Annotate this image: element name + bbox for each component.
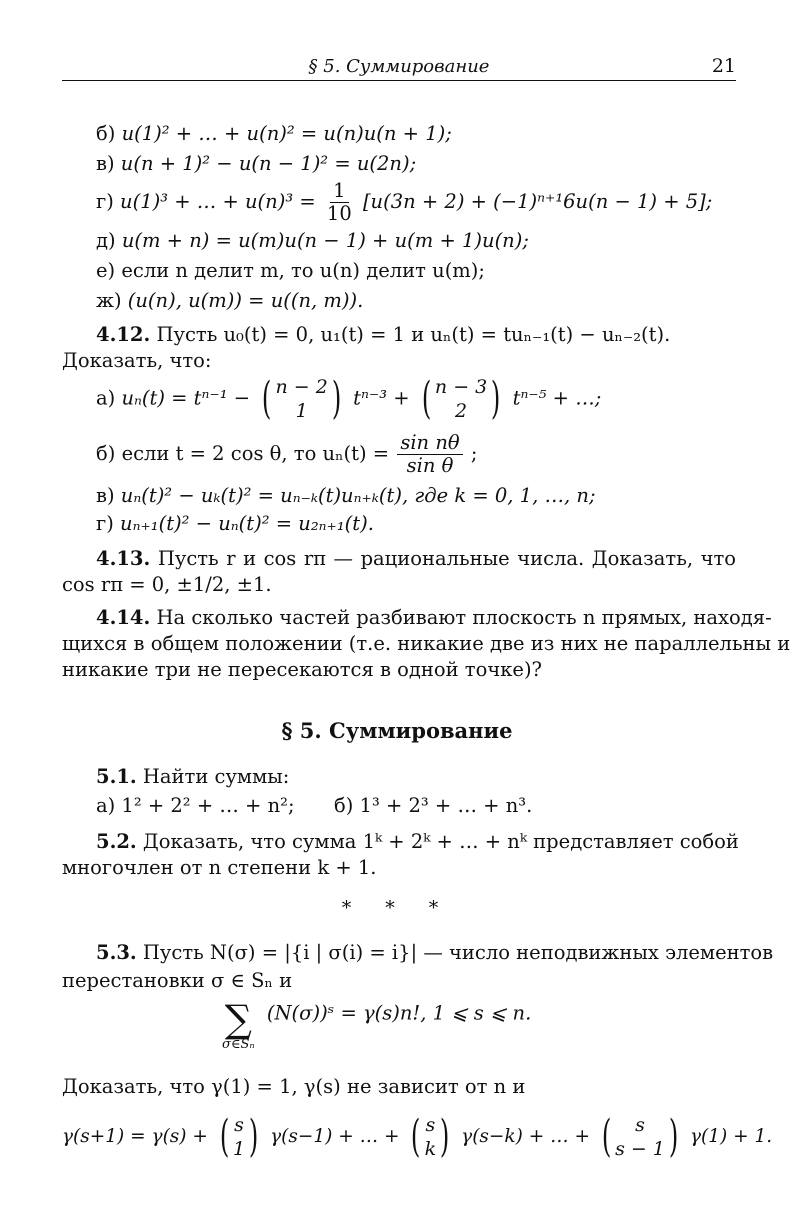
- problem-5-1-item-b: б) 1³ + 2³ + … + n³.: [334, 794, 533, 817]
- item-4-11-zh: [96, 288, 363, 314]
- item-4-11-g: [96, 180, 712, 225]
- problem-text: Найти суммы:: [142, 765, 290, 788]
- formula-lhs: u(1)³ + … + u(n)³ =: [120, 190, 316, 213]
- problem-text: Пусть N(σ) = |{i | σ(i) = i}| — число неподвижных элементов: [142, 941, 774, 964]
- item-4-12-b: [96, 432, 477, 477]
- formula: u(m + n) = u(m)u(n − 1) + u(m + 1)u(n);: [121, 229, 529, 252]
- formula-lhs: uₙ(t) = tⁿ⁻¹ −: [121, 386, 251, 410]
- fraction-numerator: 1: [330, 180, 348, 203]
- problem-text: Пусть r и cos rπ — рациональные числа. Доказать, что: [157, 547, 737, 570]
- problem-number: 4.13.: [96, 547, 151, 570]
- header-title: § 5. Суммирование: [308, 56, 490, 77]
- item-4-12-a: [96, 375, 601, 423]
- binomial-bottom: k: [424, 1138, 437, 1160]
- item-4-11-b: [96, 121, 452, 147]
- item-4-11-d: [96, 228, 529, 254]
- item-label: в): [96, 484, 115, 507]
- problem-number: 4.12.: [96, 323, 151, 346]
- item-label: ж): [96, 289, 122, 312]
- item-4-11-v: [96, 151, 416, 177]
- fraction: [324, 180, 355, 225]
- problem-5-3-line-3: Доказать, что γ(1) = 1, γ(s) не зависит от n и: [62, 1075, 526, 1098]
- problem-number: 4.14.: [96, 606, 151, 629]
- fraction-denominator: 10: [326, 202, 352, 225]
- problem-number: 5.1.: [96, 765, 137, 788]
- binomial-bottom: 2: [455, 400, 468, 422]
- problem-4-14-line-2: щихся в общем положении (т.е. никакие две из них не параллельны и: [62, 632, 791, 655]
- item-label: г): [96, 512, 114, 535]
- problem-4-14-line-3: никакие три не пересекаются в одной точке)?: [62, 658, 543, 681]
- running-header: [62, 52, 736, 81]
- item-label: е): [96, 259, 116, 282]
- binomial-top: n − 2: [275, 376, 328, 398]
- problem-4-13-line-2: cos rπ = 0, ±1/2, ±1.: [62, 573, 272, 596]
- problem-4-13-line-1: [96, 546, 736, 572]
- formula-tail: ;: [470, 442, 478, 465]
- fraction-denominator: sin θ: [406, 454, 454, 477]
- formula-tail: γ(1) + 1.: [689, 1126, 773, 1147]
- problem-5-2-line-1: [96, 829, 739, 855]
- item-text: если n делит m, то u(n) делит u(m);: [121, 259, 485, 282]
- display-formula: [222, 997, 532, 1052]
- problem-5-3-line-2: перестановки σ ∈ Sₙ и: [62, 969, 293, 992]
- formula-lhs: γ(s+1) = γ(s) +: [62, 1126, 208, 1147]
- formula: uₙ(t)² − uₖ(t)² = uₙ₋ₖ(t)uₙ₊ₖ(t), где k = 0, 1, …, n;: [120, 484, 596, 507]
- formula: u(1)² + … + u(n)² = u(n)u(n + 1);: [121, 122, 452, 145]
- problem-text: Пусть u₀(t) = 0, u₁(t) = 1 и uₙ(t) = tuₙ₋₁(t) − uₙ₋₂(t).: [156, 323, 671, 346]
- sigma-symbol: ∑: [224, 997, 252, 1041]
- sum-limit: σ∈Sₙ: [222, 1037, 255, 1052]
- binomial-top: s: [234, 1114, 244, 1136]
- binomial-bottom: 1: [295, 400, 308, 422]
- sum-operator: [222, 997, 255, 1052]
- item-label: г): [96, 190, 114, 213]
- formula-mid: γ(s−1) + … +: [270, 1126, 400, 1147]
- problem-5-2-line-2: многочлен от n степени k + 1.: [62, 856, 377, 879]
- item-label: в): [96, 152, 115, 175]
- formula: (u(n), u(m)) = u((n, m)).: [127, 289, 364, 312]
- problem-number: 5.2.: [96, 830, 137, 853]
- binomial-top: s: [425, 1114, 436, 1136]
- item-label: а): [96, 386, 116, 410]
- problem-text: Доказать, что сумма 1ᵏ + 2ᵏ + … + nᵏ представляет собой: [142, 830, 739, 853]
- item-4-11-e: [96, 258, 485, 284]
- item-label: б): [96, 442, 116, 465]
- problem-4-14-line-1: [96, 605, 772, 631]
- binomial: ( s s − 1 ): [601, 1111, 679, 1162]
- item-4-12-v: [96, 483, 596, 509]
- problem-5-1-item-a: а) 1² + 2² + … + n²;: [96, 794, 295, 817]
- problem-5-1-line-1: [96, 764, 289, 790]
- fraction: [397, 432, 462, 477]
- section-title: § 5. Суммирование: [281, 718, 513, 743]
- formula-lhs: если t = 2 cos θ, то uₙ(t) =: [121, 442, 390, 465]
- formula: u(n + 1)² − u(n − 1)² = u(2n);: [120, 152, 417, 175]
- page-number: 21: [711, 55, 736, 77]
- formula-mid: γ(s−k) + … +: [461, 1126, 590, 1147]
- item-label: д): [96, 229, 116, 252]
- problem-4-12-line-1: [96, 322, 670, 348]
- binomial-top: n − 3: [434, 376, 488, 398]
- problem-text: На сколько частей разбивают плоскость n прямых, находя-: [156, 606, 772, 629]
- formula: (N(σ))ˢ = γ(s)n!, 1 ⩽ s ⩽ n.: [266, 1001, 532, 1025]
- binomial: ( n − 2 1 ): [262, 373, 342, 424]
- binomial: ( n − 3 2 ): [421, 373, 501, 424]
- formula-rhs: [u(3n + 2) + (−1)ⁿ⁺¹6u(n − 1) + 5];: [362, 190, 713, 213]
- binomial-top: s: [635, 1114, 645, 1136]
- recurrence-formula: [62, 1113, 772, 1161]
- formula-tail: tⁿ⁻⁵ + …;: [512, 386, 602, 410]
- item-label: б): [96, 122, 116, 145]
- problem-5-3-line-1: [96, 940, 774, 966]
- problem-number: 5.3.: [96, 941, 137, 964]
- problem-4-12-line-2: Доказать, что:: [62, 349, 212, 372]
- binomial: ( s k ): [411, 1111, 450, 1162]
- binomial: ( s 1 ): [219, 1111, 259, 1162]
- formula-mid: tⁿ⁻³ +: [353, 386, 410, 410]
- item-4-12-g: [96, 511, 374, 537]
- section-separator: * * *: [341, 897, 453, 919]
- formula: uₙ₊₁(t)² − uₙ(t)² = u₂ₙ₊₁(t).: [120, 512, 374, 535]
- binomial-bottom: s − 1: [615, 1138, 665, 1160]
- fraction-numerator: sin nθ: [397, 432, 462, 455]
- binomial-bottom: 1: [232, 1138, 246, 1160]
